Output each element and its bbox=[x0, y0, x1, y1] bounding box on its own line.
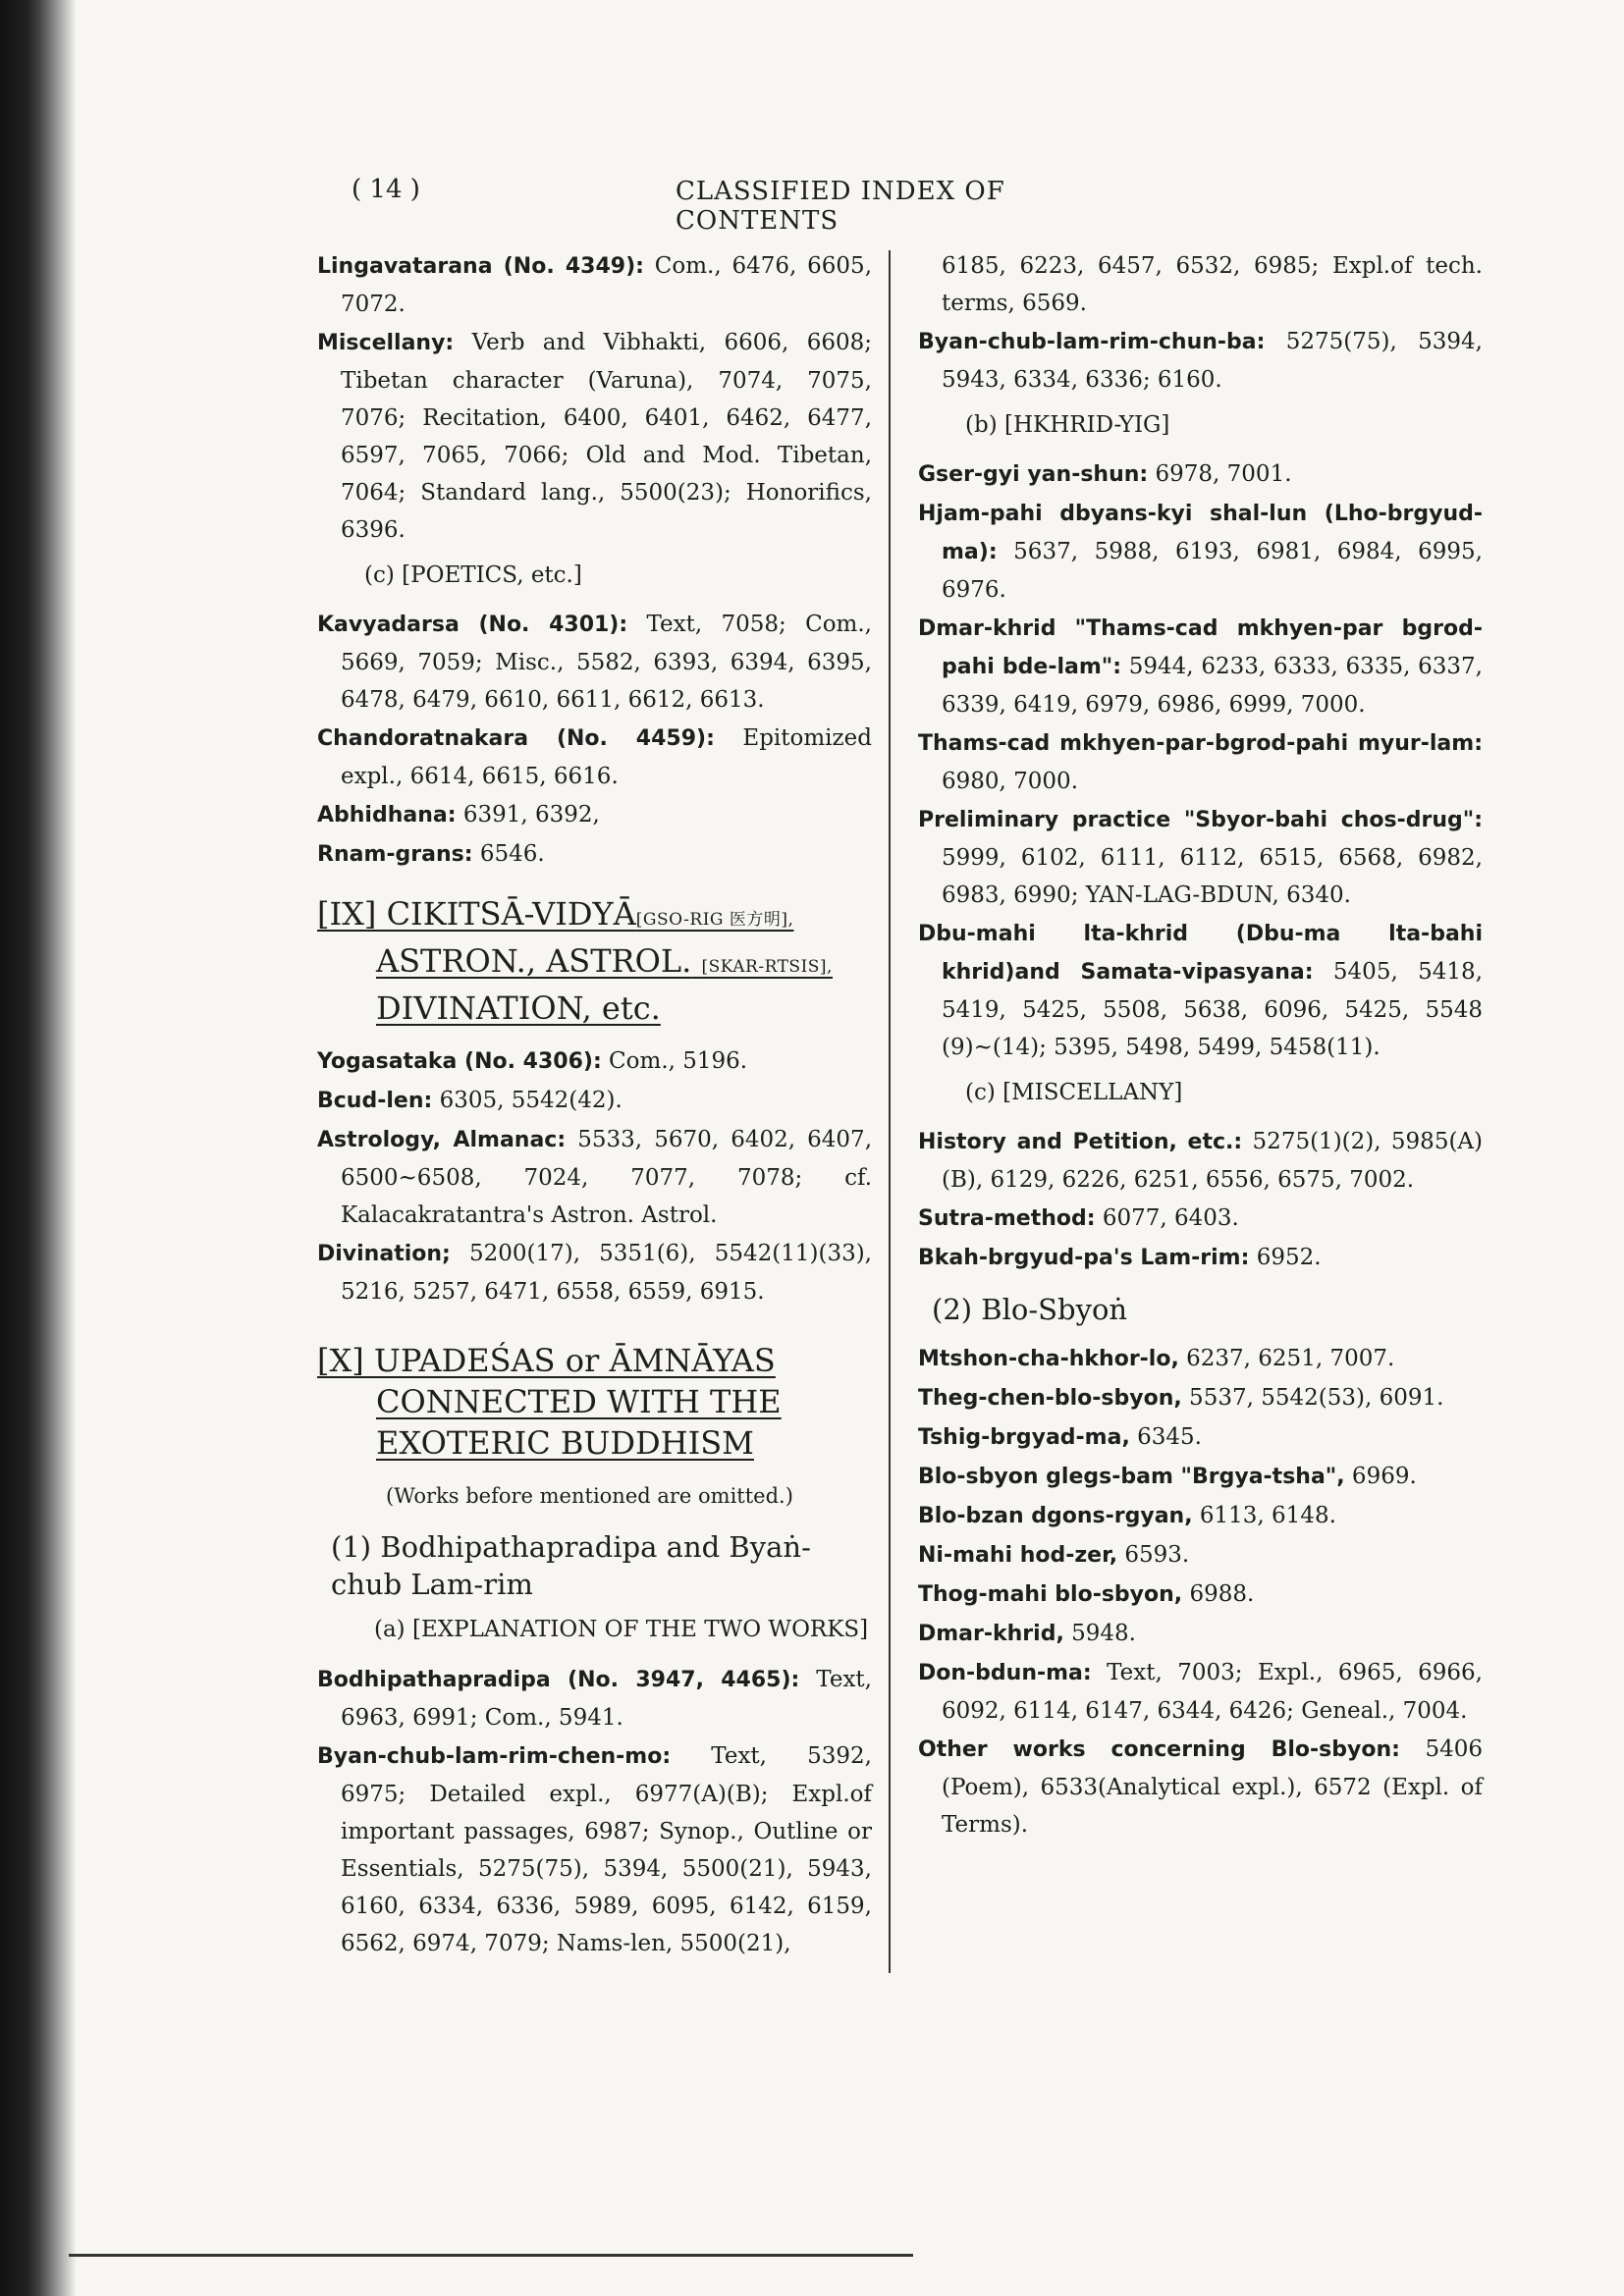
entry-headword: Tshig-brgyad-ma, bbox=[918, 1425, 1130, 1450]
entry-text: Com., 6476, 6605, 7072. bbox=[341, 253, 872, 317]
entry-headword: Divination; bbox=[317, 1242, 451, 1266]
index-entry bbox=[918, 1731, 1483, 1843]
entry-text: 5944, 6233, 6333, 6335, 6337, 6339, 6419, 6979, 6986, 6999, 7000. bbox=[942, 654, 1483, 718]
index-entry bbox=[918, 1615, 1483, 1653]
entry-headword: Thog-mahi blo-sbyon, bbox=[918, 1582, 1183, 1607]
entry-headword: Gser-gyi yan-shun: bbox=[918, 462, 1149, 487]
entry-text: 5275(1)(2), 5985(A)(B), 6129, 6226, 6251, 6556, 6575, 7002. bbox=[942, 1129, 1484, 1193]
entry-headword: Rnam-grans: bbox=[317, 842, 473, 867]
entry-text: 6988. bbox=[1182, 1581, 1255, 1607]
entry-headword: Hjam-pahi dbyans-kyi shal-lun (Lho-brgyud-ma): bbox=[918, 502, 1483, 564]
entry-text: Com., 5196. bbox=[601, 1048, 748, 1074]
entry-text: 5537, 5542(53), 6091. bbox=[1181, 1385, 1444, 1411]
section-note: (Works before mentioned are omitted.) bbox=[386, 1484, 793, 1508]
entry-headword: Preliminary practice "Sbyor-bahi chos-drug": bbox=[918, 808, 1483, 832]
section-heading-line: CONNECTED WITH THE bbox=[376, 1383, 782, 1420]
entry-headword: Blo-bzan dgons-rgyan, bbox=[918, 1504, 1193, 1528]
entry-headword: Abhidhana: bbox=[317, 803, 457, 828]
entry-text: Text, 7003; Expl., 6965, 6966, 6092, 6114, 6147, 6344, 6426; Geneal., 7004. bbox=[942, 1660, 1483, 1724]
index-entry bbox=[918, 1497, 1483, 1535]
index-entry bbox=[317, 324, 872, 549]
entry-headword: Other works concerning Blo-sbyon: bbox=[918, 1737, 1400, 1762]
entry-headword: Astrology, Almanac: bbox=[317, 1128, 567, 1152]
entry-headword: Sutra-method: bbox=[918, 1206, 1096, 1231]
index-entry bbox=[918, 1123, 1483, 1199]
section-title: [IX] CIKITSĀ-VIDYĀ bbox=[317, 895, 636, 933]
entry-text: 6305, 5542(42). bbox=[432, 1088, 623, 1113]
section-heading-line: EXOTERIC BUDDHISM bbox=[376, 1424, 754, 1462]
numbered-heading: (1) Bodhipathapradipa and Byaṅ-chub Lam-rim bbox=[331, 1530, 811, 1601]
entry-text: 5405, 5418, 5419, 5425, 5508, 5638, 6096, 5425, 5548 (9)~(14); 5395, 5498, 5499, 5458(11). bbox=[942, 959, 1484, 1060]
section-heading-line bbox=[317, 940, 872, 988]
section-heading-line bbox=[317, 893, 872, 940]
running-title: CLASSIFIED INDEX OF CONTENTS bbox=[676, 177, 1005, 236]
entry-text: 6978, 7001. bbox=[1148, 461, 1292, 487]
index-entry bbox=[918, 915, 1483, 1066]
entry-headword: Kavyadarsa (No. 4301): bbox=[317, 613, 628, 637]
section-heading-x bbox=[317, 1340, 872, 1464]
section-heading-ix bbox=[317, 893, 872, 1029]
index-entry bbox=[918, 1654, 1483, 1730]
entry-text: 6077, 6403. bbox=[1095, 1205, 1239, 1231]
index-entry bbox=[317, 1042, 872, 1081]
index-entry-continued: 6185, 6223, 6457, 6532, 6985; Expl.of tech. terms, 6569. bbox=[942, 253, 1483, 316]
bottom-rule bbox=[69, 2254, 913, 2257]
index-entry bbox=[918, 801, 1483, 914]
column-divider bbox=[889, 250, 891, 1973]
section-title: ASTRON., ASTROL. bbox=[376, 942, 692, 980]
entry-headword: Dmar-khrid, bbox=[918, 1622, 1064, 1646]
entry-headword: Dbu-mahi lta-khrid (Dbu-ma lta-bahi khrid)and Samata-vipasyana: bbox=[918, 922, 1483, 985]
entry-headword: Blo-sbyon glegs-bam "Brgya-tsha", bbox=[918, 1465, 1345, 1489]
section-tibetan: [GSO-RIG 医方明], bbox=[635, 910, 794, 930]
index-entry bbox=[918, 1200, 1483, 1238]
entry-headword: Chandoratnakara (No. 4459): bbox=[317, 726, 715, 751]
entry-headword: Theg-chen-blo-sbyon, bbox=[918, 1386, 1182, 1411]
index-entry bbox=[918, 610, 1483, 723]
entry-text: 6237, 6251, 7007. bbox=[1178, 1346, 1395, 1371]
index-entry bbox=[317, 247, 872, 323]
index-entry bbox=[918, 1340, 1483, 1378]
numbered-heading: (2) Blo-Sbyoṅ bbox=[932, 1293, 1128, 1326]
entry-text: 5533, 5670, 6402, 6407, 6500~6508, 7024, 7077, 7078; cf. Kalacakratantra's Astron. Astrol. bbox=[341, 1127, 873, 1228]
right-column bbox=[918, 247, 1483, 1844]
entry-text: 5948. bbox=[1063, 1621, 1136, 1646]
entry-headword: Lingavatarana (No. 4349): bbox=[317, 254, 644, 279]
index-entry bbox=[317, 1082, 872, 1120]
entry-text: Text, 5392, 6975; Detailed expl., 6977(A)(B); Expl.of important passages, 6987; Synop., Outline or Essentials, 5275(75), 5394, 5500(21), 5943, 6160, 6334, 6336, 5989, 6095, 6142, 6159, 6562, 6974, 7079; Nams-len, 5500(21), bbox=[341, 1743, 872, 1956]
index-entry bbox=[317, 1121, 872, 1234]
entry-text: 5999, 6102, 6111, 6112, 6515, 6568, 6982, 6983, 6990; YAN-LAG-BDUN, 6340. bbox=[942, 845, 1483, 908]
entry-headword: Thams-cad mkhyen-par-bgrod-pahi myur-lam: bbox=[918, 731, 1483, 756]
index-entry bbox=[317, 606, 872, 719]
subsection-heading: (a) [EXPLANATION OF THE TWO WORKS] bbox=[374, 1617, 869, 1642]
book-binding-shadow bbox=[0, 0, 77, 2296]
entry-text: 5406 (Poem), 6533(Analytical expl.), 6572 (Expl. of Terms). bbox=[942, 1736, 1483, 1838]
entry-headword: Miscellany: bbox=[317, 331, 455, 355]
entry-headword: History and Petition, etc.: bbox=[918, 1130, 1243, 1154]
subsection-heading: (c) [MISCELLANY] bbox=[965, 1080, 1183, 1105]
subsection-heading: (b) [HKHRID-YIG] bbox=[965, 412, 1170, 438]
index-entry bbox=[918, 1536, 1483, 1575]
entry-text: 6391, 6392, bbox=[456, 802, 600, 828]
index-entry bbox=[317, 796, 872, 834]
entry-headword: Bcud-len: bbox=[317, 1089, 433, 1113]
index-entry bbox=[918, 1379, 1483, 1417]
entry-text: 6952. bbox=[1249, 1245, 1322, 1270]
index-entry bbox=[317, 720, 872, 795]
entry-headword: Bodhipathapradipa (No. 3947, 4465): bbox=[317, 1668, 800, 1692]
entry-text: 6345. bbox=[1129, 1424, 1202, 1450]
entry-text: 6980, 7000. bbox=[942, 769, 1078, 794]
section-heading-line: [X] UPADEŚAS or ĀMNĀYAS bbox=[317, 1342, 776, 1379]
entry-headword: Mtshon-cha-hkhor-lo, bbox=[918, 1347, 1179, 1371]
section-tibetan: [SKAR-RTSIS], bbox=[701, 957, 833, 977]
entry-headword: Dmar-khrid "Thams-cad mkhyen-par bgrod-pahi bde-lam": bbox=[918, 616, 1483, 679]
index-entry bbox=[918, 1239, 1483, 1277]
page-number: ( 14 ) bbox=[352, 175, 420, 204]
entry-text: 5637, 5988, 6193, 6981, 6984, 6995, 6976. bbox=[942, 539, 1483, 603]
entry-text: 5275(75), 5394, 5943, 6334, 6336; 6160. bbox=[942, 329, 1483, 393]
index-entry bbox=[918, 455, 1483, 494]
entry-text: Epitomized expl., 6614, 6615, 6616. bbox=[341, 725, 872, 789]
entry-text: 5200(17), 5351(6), 5542(11)(33), 5216, 5257, 6471, 6558, 6559, 6915. bbox=[341, 1241, 872, 1305]
entry-headword: Byan-chub-lam-rim-chun-ba: bbox=[918, 330, 1266, 354]
index-entry bbox=[317, 1235, 872, 1310]
section-heading-line: DIVINATION, etc. bbox=[376, 989, 661, 1027]
index-entry bbox=[918, 1418, 1483, 1457]
index-entry bbox=[317, 1737, 872, 1962]
index-entry bbox=[918, 495, 1483, 609]
entry-text: Verb and Vibhakti, 6606, 6608; Tibetan character (Varuna), 7074, 7075, 7076; Recitation, 6400, 6401, 6462, 6477, 6597, 7065, 7066; Old and Mod. Tibetan, 7064; Standard lang., 5500(23); Honorifics, 6396. bbox=[341, 330, 872, 543]
subsection-heading: (c) [POETICS, etc.] bbox=[364, 562, 582, 588]
index-entry bbox=[918, 323, 1483, 399]
entry-text: 6969. bbox=[1344, 1464, 1417, 1489]
entry-headword: Don-bdun-ma: bbox=[918, 1661, 1092, 1685]
entry-text: 6113, 6148. bbox=[1192, 1503, 1336, 1528]
entry-text: Text, 6963, 6991; Com., 5941. bbox=[341, 1667, 872, 1731]
index-entry bbox=[918, 1575, 1483, 1614]
index-entry bbox=[918, 1458, 1483, 1496]
entry-text: Text, 7058; Com., 5669, 7059; Misc., 5582, 6393, 6394, 6395, 6478, 6479, 6610, 6611, 6612, 6613. bbox=[341, 612, 872, 713]
entry-headword: Ni-mahi hod-zer, bbox=[918, 1543, 1118, 1568]
page-header bbox=[352, 175, 1176, 236]
entry-headword: Yogasataka (No. 4306): bbox=[317, 1049, 602, 1074]
entry-headword: Bkah-brgyud-pa's Lam-rim: bbox=[918, 1246, 1250, 1270]
left-column bbox=[317, 247, 872, 1963]
entry-text: 6593. bbox=[1117, 1542, 1190, 1568]
entry-text: 6546. bbox=[472, 841, 545, 867]
index-entry bbox=[918, 724, 1483, 800]
entry-headword: Byan-chub-lam-rim-chen-mo: bbox=[317, 1744, 672, 1769]
index-entry bbox=[317, 1661, 872, 1736]
index-entry bbox=[317, 835, 872, 874]
